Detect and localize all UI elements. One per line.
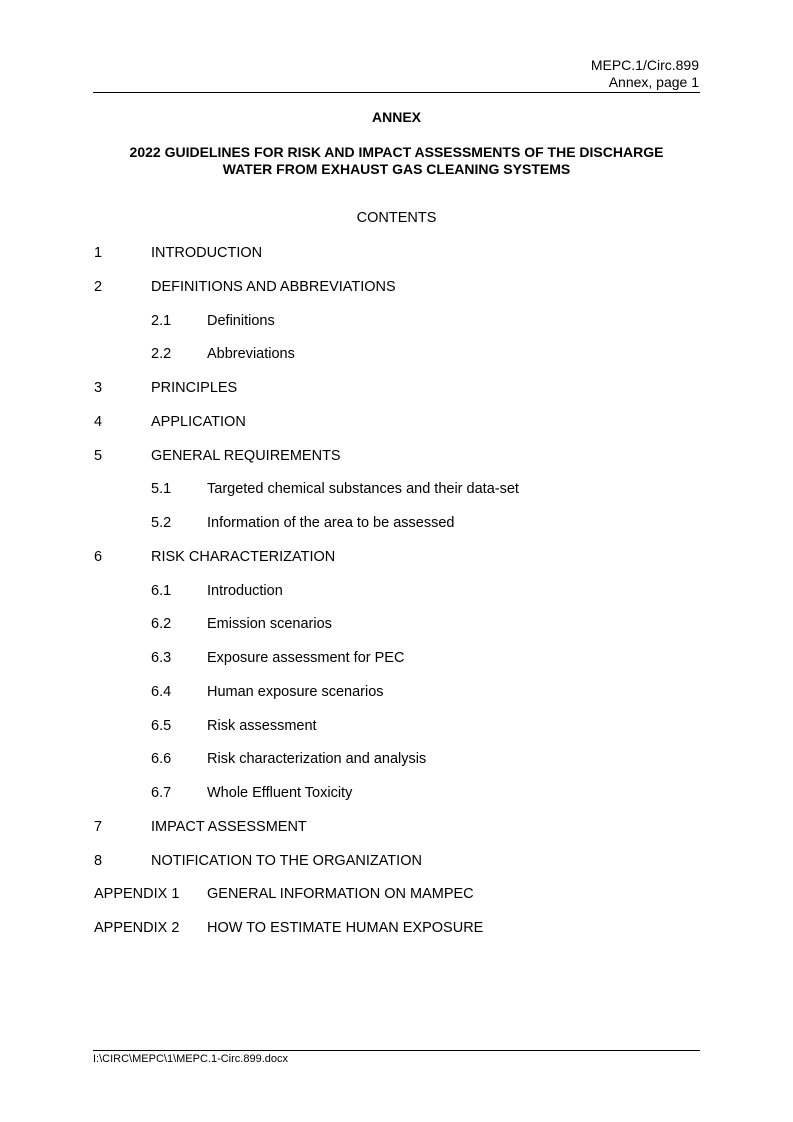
toc-entry-number: APPENDIX 2 [94, 920, 180, 936]
toc-entry-label: Information of the area to be assessed [207, 515, 455, 531]
toc-entry-label: Definitions [207, 312, 275, 329]
toc-entry-label: NOTIFICATION TO THE ORGANIZATION [151, 852, 422, 869]
toc-entry-label: Risk characterization and analysis [207, 751, 427, 768]
toc-entry-label: GENERAL REQUIREMENTS [151, 447, 341, 464]
toc-entry-number: 5 [94, 447, 103, 464]
toc-entry-label: Abbreviations [207, 346, 295, 363]
toc-entry-number: 6.1 [151, 582, 172, 599]
file-path: I:\CIRC\MEPC\1\MEPC.1-Circ.899.docx [93, 1053, 288, 1065]
toc-entry-label: HOW TO ESTIMATE HUMAN EXPOSURE [207, 920, 484, 936]
toc-entry-label: Whole Effluent Toxicity [207, 785, 353, 801]
page-number: Annex, page 1 [608, 74, 699, 90]
toc-entry-number: 6.2 [151, 616, 172, 633]
title-line-2: WATER FROM EXHAUST GAS CLEANING SYSTEMS [222, 161, 571, 177]
toc-entry-label: PRINCIPLES [151, 380, 238, 396]
toc-entry-number: 6.5 [151, 717, 172, 734]
document-title [100, 144, 693, 178]
toc-entry-label: Targeted chemical substances and their data-set [207, 481, 519, 498]
toc-entry-number: 6 [94, 548, 103, 565]
toc-entry-number: 4 [94, 413, 103, 430]
toc-entry-number: 5.2 [151, 515, 172, 531]
document-reference [591, 57, 699, 91]
title-line-1: 2022 GUIDELINES FOR RISK AND IMPACT ASSESSMENTS OF THE DISCHARGE [129, 144, 664, 160]
toc-entry-label: DEFINITIONS AND ABBREVIATIONS [151, 278, 396, 295]
toc-entry-label: Emission scenarios [207, 616, 332, 633]
toc-entry-number: 1 [94, 245, 103, 261]
toc-entry-label: Introduction [207, 582, 283, 599]
annex-heading: ANNEX [371, 109, 421, 125]
header-divider [93, 92, 700, 93]
toc-entry-label: Exposure assessment for PEC [207, 650, 405, 666]
toc-entry-number: 6.4 [151, 683, 172, 700]
toc-entry-label: IMPACT ASSESSMENT [151, 818, 307, 835]
toc-entry-number: 2.1 [151, 312, 172, 329]
document-symbol: MEPC.1/Circ.899 [590, 57, 699, 73]
toc-entry-number: 6.7 [151, 785, 172, 801]
footer-divider [93, 1050, 700, 1051]
toc-entry-number: 2 [94, 278, 103, 295]
toc-entry-number: 6.3 [151, 650, 172, 666]
toc-entry-label: INTRODUCTION [151, 245, 263, 261]
toc-entry-label: RISK CHARACTERIZATION [151, 548, 336, 565]
toc-entry-number: 8 [94, 852, 103, 869]
toc-entry-label: Human exposure scenarios [207, 683, 384, 700]
toc-entry-number: 5.1 [151, 481, 172, 498]
toc-entry-number: 3 [94, 380, 103, 396]
toc-entry-number: 7 [94, 818, 103, 835]
toc-entry-label: Risk assessment [207, 717, 317, 734]
toc-entry-label: APPLICATION [151, 413, 246, 430]
contents-heading: CONTENTS [356, 210, 437, 226]
toc-entry-number: APPENDIX 1 [94, 886, 180, 903]
toc-entry-label: GENERAL INFORMATION ON MAMPEC [207, 886, 474, 903]
toc-entry-number: 2.2 [151, 346, 172, 363]
toc-entry-number: 6.6 [151, 751, 172, 768]
